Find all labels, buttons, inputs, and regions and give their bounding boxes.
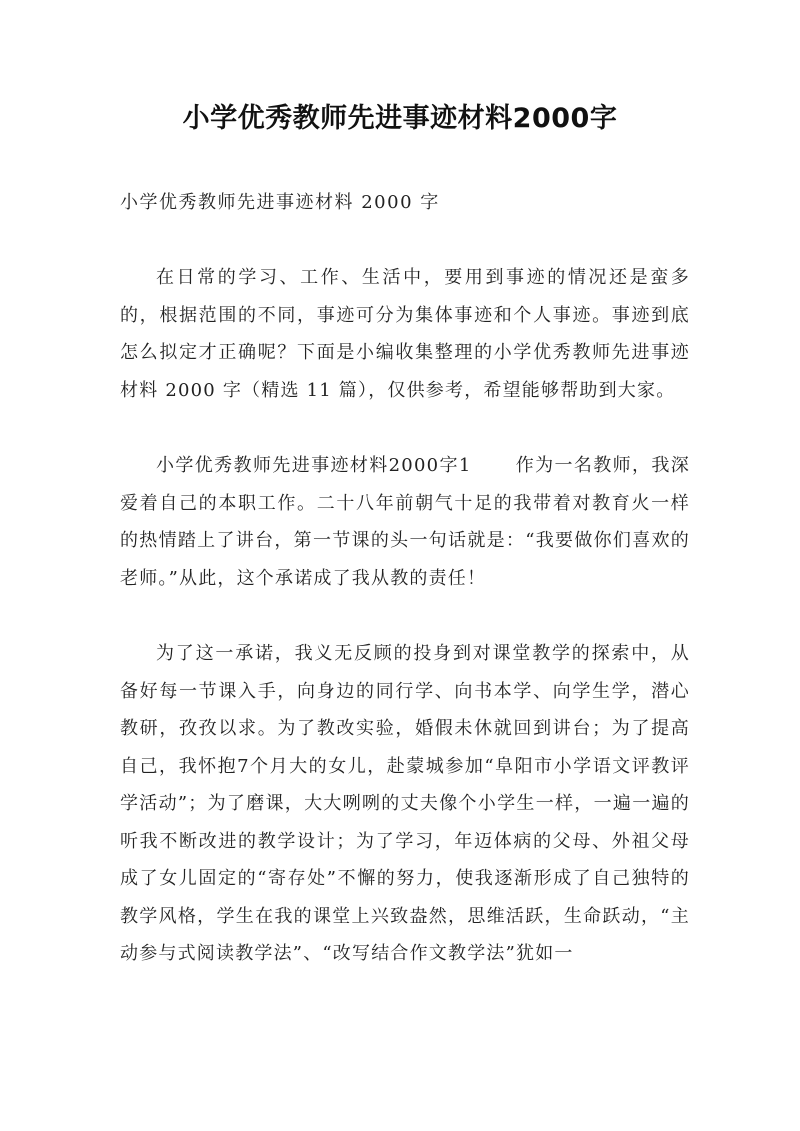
document-title: 小学优秀教师先进事迹材料2000字 — [182, 103, 618, 134]
section-1-body: 作为一名教师，我深爱着自己的本职工作。二十八年前朝气十足的我带着对教育火一样的热情踏上了讲台，第一节课的头一句话就是：“我要做你们喜欢的老师。”从此，这个承诺成了我从教的责任！ — [120, 455, 690, 589]
body-paragraph: 为了这一承诺，我义无反顾的投身到对课堂教学的探索中，从备好每一节课入手，向身边的同行学、向书本学、向学生学，潜心教研，孜孜以求。为了教改实验，婚假未休就回到讲台；为了提高自己，我怀抱7个月大的女儿，赴蒙城参加“阜阳市小学语文评教评学活动”；为了磨课，大大咧咧的丈夫像个小学生一样，一遍一遍的听我不断改进的教学设计；为了学习，年迈体病的父母、外祖父母成了女儿固定的“寄存处”不懈的努力，使我逐渐形成了自己独特的教学风格，学生在我的课堂上兴致盎然，思维活跃，生命跃动，“主动参与式阅读教学法”、“改写结合作文教学法”犹如一 — [120, 643, 690, 964]
document-subtitle: 小学优秀教师先进事迹材料 2000 字 — [120, 192, 440, 213]
section-1-heading: 小学优秀教师先进事迹材料2000字1 — [156, 455, 472, 476]
section-1-paragraph — [120, 447, 690, 597]
intro-paragraph: 在日常的学习、工作、生活中，要用到事迹的情况还是蛮多的，根据范围的不同，事迹可分为集体事迹和个人事迹。事迹到底怎么拟定才正确呢？下面是小编收集整理的小学优秀教师先进事迹材料 2000 字（精选 11 篇），仅供参考，希望能够帮助到大家。 — [120, 267, 690, 401]
